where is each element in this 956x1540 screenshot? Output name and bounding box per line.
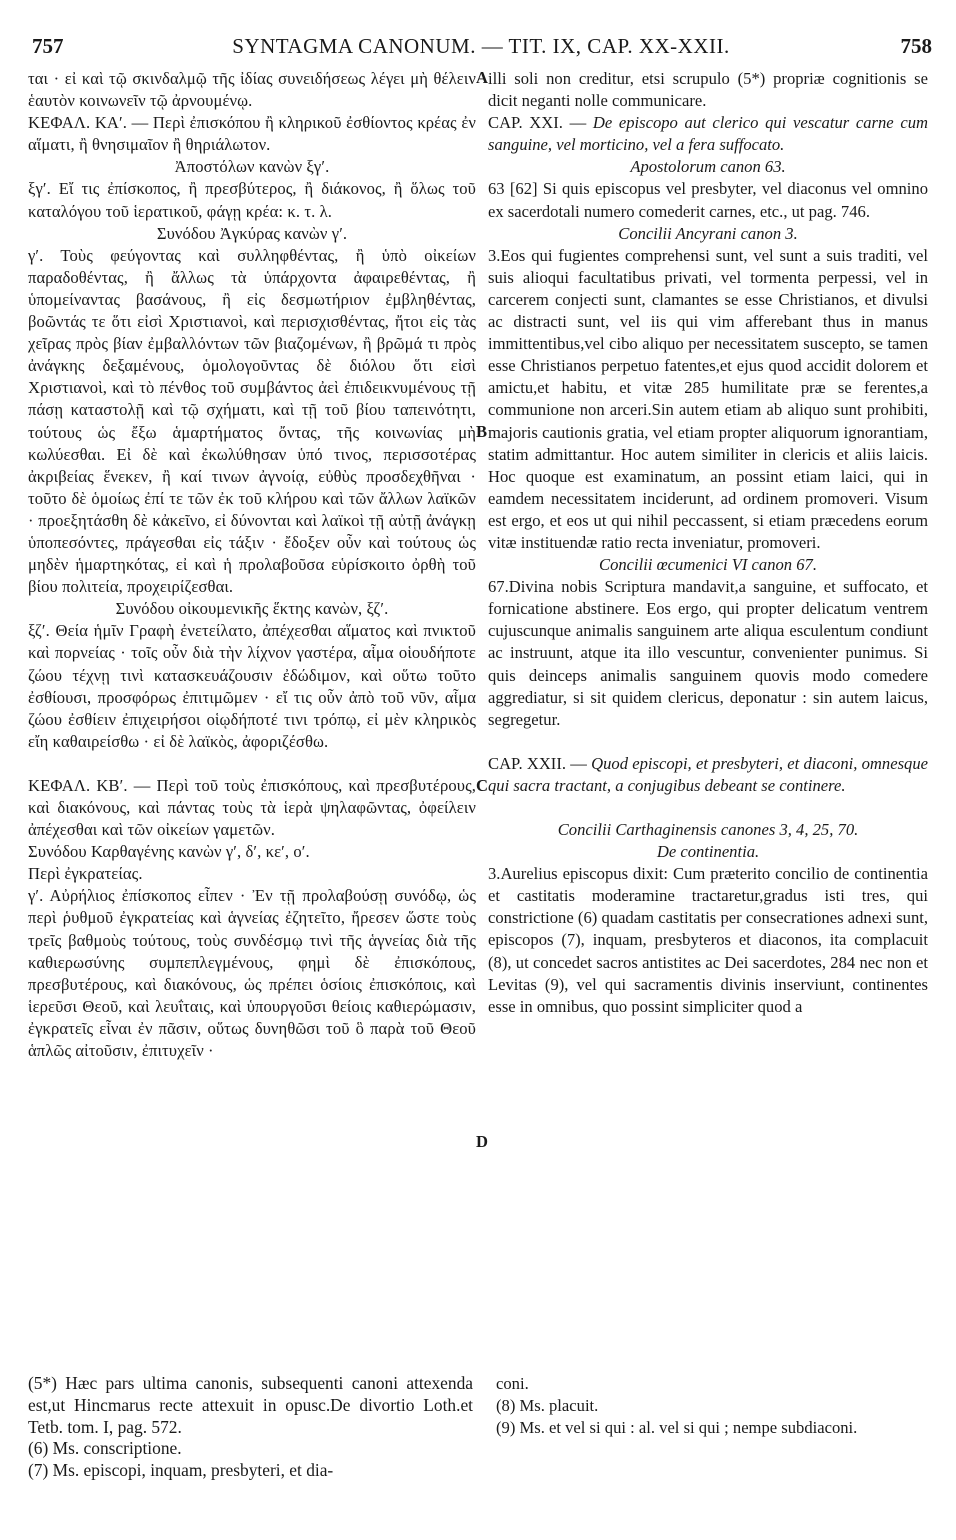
margin-marker-d: D [476, 1132, 488, 1151]
greek-ancyra-text: γʹ. Τοὺς φεύγοντας καὶ συλληφθέντας, ἢ ὑπὸ οἰκείων παραδοθέντας, ἢ ἄλλως τὰ ὑπάρχοντα ἀφαιρεθέντας, ἢ ὑπομείναντας βασάνους, ἢ εἰς δεσμωτήριον ἐμβληθέντας, βοῶντάς τε ὅτι εἰσὶ Χριστιανοὶ, καὶ περισχισθέντας, ἤτοι εἰς τὰς χεῖρας πρὸς βίαν ἐμβαλλόντων τῶν βιαζομένων, ἢ βρῶμά τι πρὸς ἀνάγκης δεξαμένους, ὁμολογοῦντας δὲ διόλου ὅτι εἰσὶ Χριστιανοὶ, καὶ τὸ πένθος τοῦ συμβάντος ἀεὶ ἐπιδεικνυμένους τῇ πάσῃ καταστολῇ καὶ τῷ σχήματι, καὶ τῇ τοῦ βίου ταπεινότητι, τούτους ὡς ἔξω ἁμαρτήματος ὄντας, τῆς κοινωνίας μὴ κωλύεσθαι. Εἰ δὲ καὶ ἐκωλύθησαν ὑπό τινος, περισσοτέρας ἀκριβείας ἕνεκεν, ἢ καί τινων ἀγνοίᾳ, εὐθὺς προσδεχθῆναι · τοῦτο δὲ ὁμοίως ἐπί τε τῶν ἐκ τοῦ κλήρου καὶ τῶν ἄλλων λαϊκῶν · προεξητάσθη δὲ κἀκεῖνο, εἰ δύνονται καὶ λαϊκοὶ τῇ αὐτῇ ἀνάγκῃ ὑποπεσόντες, πράγεσθαι εἰς τάξιν · ἔδοξεν οὖν καὶ τούτους ὡς μηδὲν ἡμαρτηκότας, εἰ καὶ ἡ προλαβοῦσα εὑρίσκοιτο ὀρθὴ τοῦ βίου πολιτεία, προχειρίζεσθαι. [28, 245, 476, 597]
latin-apostolic-canon-text: 63 [62] Si quis episcopus vel presbyter, vel diaconus vel omnino ex sacerdotali numero comederit carnes, etc., ut pag. 746. [488, 179, 928, 221]
latin-chapter-21-title: De episcopo aut clerico qui vescatur carne cum sanguine, vel morticino, vel a fera suffocato. [488, 113, 928, 155]
greek-carthage-text: γʹ. Αὐρήλιος ἐπίσκοπος εἶπεν · Ἐν τῇ προλαβούσῃ συνόδῳ, ὡς περὶ ῥυθμοῦ ἐγκρατείας καὶ ἁγνείας ἐζητεῖτο, ἤρεσεν ὥστε τοὺς τρεῖς βαθμοὺς τούτους, τοὺς συνδέσμῳ τινὶ τῆς ἁγνείας διὰ τῆς καθιερωσύνης συμπεπλεγμένους, φημὶ δὲ ἐπισκόπους, πρεσβυτέρους, καὶ διακόνους, ὡς πρέπει ὁσίοις ἐπισκόποις, καὶ ἱερεῦσι Θεοῦ, καὶ λευΐταις, καὶ ὑπουργοῦσι θείοις καθιερώμασιν, ἐγκρατεῖς εἶναι ἐν πᾶσιν, οὕτως δυνηθῶσι τοῦ ὃ παρὰ τοῦ Θεοῦ ἁπλῶς αἰτοῦσιν, ἐπιτυχεῖν · [28, 886, 476, 1061]
greek-oecumenical-text: ξζʹ. Θεία ἡμῖν Γραφὴ ἐνετείλατο, ἀπέχεσθαι αἵματος καὶ πνικτοῦ καὶ πορνείας · τοῖς οὖν διὰ τὴν λίχνον γαστέρα, αἷμα οἱουδήποτε ζώου τέχνῃ τινὶ κατασκευάζουσιν ἐδώδιμον, καὶ οὕτω τοῦτο ἐσθίουσι, προσφόρως ἐπιτιμῶμεν · εἴ τις οὖν ἀπὸ τοῦ νῦν, αἷμα ζώου ἐσθίειν ἐπιχειρήσοι οἱῳδήποτέ τινι τρόπῳ, εἰ μὲν κληρικὸς εἴη καθαιρείσθω · εἰ δὲ λαϊκὸς, ἀφοριζέσθω. [28, 621, 476, 751]
latin-chapter-21-heading [488, 112, 928, 156]
latin-continence-heading: De continentia. [656, 842, 760, 862]
margin-marker-c: C [476, 776, 488, 795]
margin-marker-a: A [476, 68, 488, 87]
greek-ancyra-heading: Συνόδου Ἀγκύρας κανὼν γʹ. [156, 223, 348, 243]
page-header [28, 34, 934, 64]
greek-carthage-heading: Συνόδου Καρθαγένης κανὼν γʹ, δʹ, κεʹ, οʹ. [28, 842, 310, 862]
latin-oecumenical-heading: Concilii œcumenici VI canon 67. [599, 555, 817, 575]
running-title: SYNTAGMA CANONUM. — TIT. IX, CAP. XX-XXII. [232, 34, 730, 58]
footnote: (9) Ms. et vel si qui : al. vel si qui ; nempe subdiaconi. [496, 1417, 858, 1437]
greek-chapter-22-heading: ΚΕΦΑΛ. ΚΒʹ. — Περὶ τοῦ τοὺς ἐπισκόπους, καὶ πρεσβυτέρους, καὶ διακόνους, καὶ πάντας τοὺς τὰ ἱερὰ ψηλαφῶντας, ὀφείλειν ἀπέχεσθαι καὶ τῶν οἰκείων γαμετῶν. [28, 775, 476, 840]
greek-chapter-21-heading: ΚΕΦΑΛ. ΚΑʹ. — Περὶ ἐπισκόπου ἢ κληρικοῦ ἐσθίοντος κρέας ἐν αἵματι, ἢ θνησιμαῖον ἢ θηριάλωτον. [28, 113, 476, 155]
latin-chapter-22-heading [488, 753, 928, 797]
footnote: (7) Ms. episcopi, inquam, presbyteri, et dia- [28, 1460, 334, 1481]
latin-ancyra-text: 3.Eos qui fugientes comprehensi sunt, vel sunt a suis traditi, vel suis alioqui facultatibus privati, vel tormenta perpessi, vel in carcerem conjecti sunt, clamantes se esse Christianos, et divulsi ac distracti sunt, vel iis qui vim afferebant thus in manus immittentibus,vel cibo aliquo per necessitatem suscepto, se tamen esse Christianos perpetuo fatentes,et ejus quod accidit dolorem et amictu,et habitu, et vitæ 285 humilitate præ se ferentes,a communione non arceri.Sin autem etiam ab aliquo sunt prohibiti, majoris cautionis gratia, vel etiam propter aliquorum ignorantiam, statim admittantur. Hoc autem similiter in clericis et aliis laicis. Hoc quoque est examinatum, an possint etiam laici, qui in eamdem necessitatem inciderunt, ad ordinem promoveri. Visum est ergo, et eos ut qui nihil peccassent, si etiam præcedens eorum vitæ instituendæ ratio recta inveniatur, promoveri. [488, 245, 928, 552]
greek-apostolic-canon-text: ξγʹ. Εἴ τις ἐπίσκοπος, ἢ πρεσβύτερος, ἢ διάκονος, ἢ ὅλως τοῦ καταλόγου τοῦ ἱερατικοῦ, φάγῃ κρέα: κ. τ. λ. [28, 179, 476, 221]
footnote: (6) Ms. conscriptione. [28, 1438, 182, 1459]
footnotes-right [496, 1373, 928, 1438]
footnote: (5*) Hæc pars ultima canonis, subsequenti canoni attexenda est,ut Hincmarus recte attexuit in opusc.De divortio Loth.et Tetb. tom. I, pag. 572. [28, 1373, 473, 1437]
latin-column [488, 68, 928, 1018]
latin-oecumenical-text: 67.Divina nobis Scriptura mandavit,a sanguine, et suffocato, et fornicatione abstinere. Eos ergo, qui propter delicatum ventrem cujuscunque animalis sanguinem arte aliqua esculentum condiunt ac instruunt, atque ita illo vescuntur, convenienter punimus. Si quis deinceps animalis sanguinem quovis modo comedere aggrediatur, si sit quidem clericus, deponatur : sin autem laicus, segregetur. [488, 577, 928, 729]
latin-carthage-heading: Concilii Carthaginensis canones 3, 4, 25, 70. [557, 820, 859, 839]
latin-chapter-22-label: CAP. XXII. — [488, 753, 587, 773]
latin-chapter-22-title: Quod episcopi, et presbyteri, et diaconi, omnesque qui sacra tractant, a conjugibus debeant se continere. [488, 753, 928, 795]
margin-marker-b: B [476, 422, 488, 441]
latin-apostolic-canon-heading: Apostolorum canon 63. [630, 157, 786, 177]
footnote: coni. [496, 1374, 529, 1393]
latin-intro: illi soli non creditur, etsi scrupulo (5*) propriæ cognitionis se dicit neganti nolle communicare. [488, 69, 928, 111]
page-number-right: 758 [900, 34, 932, 58]
greek-apostolic-canon-heading: Ἀποστόλων κανὼν ξγʹ. [174, 157, 330, 177]
latin-carthage-text: 3.Aurelius episcopus dixit: Cum præterito concilio de continentia et castitatis moderamine tractaretur,gradus isti tres, qui constrictione (6) quadam castitatis per consecrationes adnexi sunt, episcopos (7), inquam, presbyteros et diaconos, ita complacuit (8), ut concedet sacros antistites ac Dei sacerdotes, 284 nec non et Levitas (9), vel qui sacramentis divinis inserviunt, continentes esse in omnibus, quo possint simpliciter quod a [488, 864, 928, 1016]
latin-ancyra-heading: Concilii Ancyrani canon 3. [618, 223, 798, 243]
page-number-left: 757 [32, 34, 64, 58]
latin-chapter-21-label: CAP. XXI. — [488, 113, 587, 133]
footnote: (8) Ms. placuit. [496, 1395, 599, 1415]
footnotes-left [28, 1373, 473, 1482]
greek-intro: ται · εἰ καὶ τῷ σκινδαλμῷ τῆς ἰδίας συνειδήσεως λέγει μὴ θέλειν ἑαυτὸν κοινωνεῖν τῷ ἀρνουμένῳ. [28, 69, 476, 111]
greek-continence-heading: Περὶ ἐγκρατείας. [28, 864, 143, 884]
greek-column [28, 68, 476, 1062]
greek-oecumenical-heading: Συνόδου οἰκουμενικῆς ἕκτης κανὼν, ξζʹ. [115, 599, 389, 619]
